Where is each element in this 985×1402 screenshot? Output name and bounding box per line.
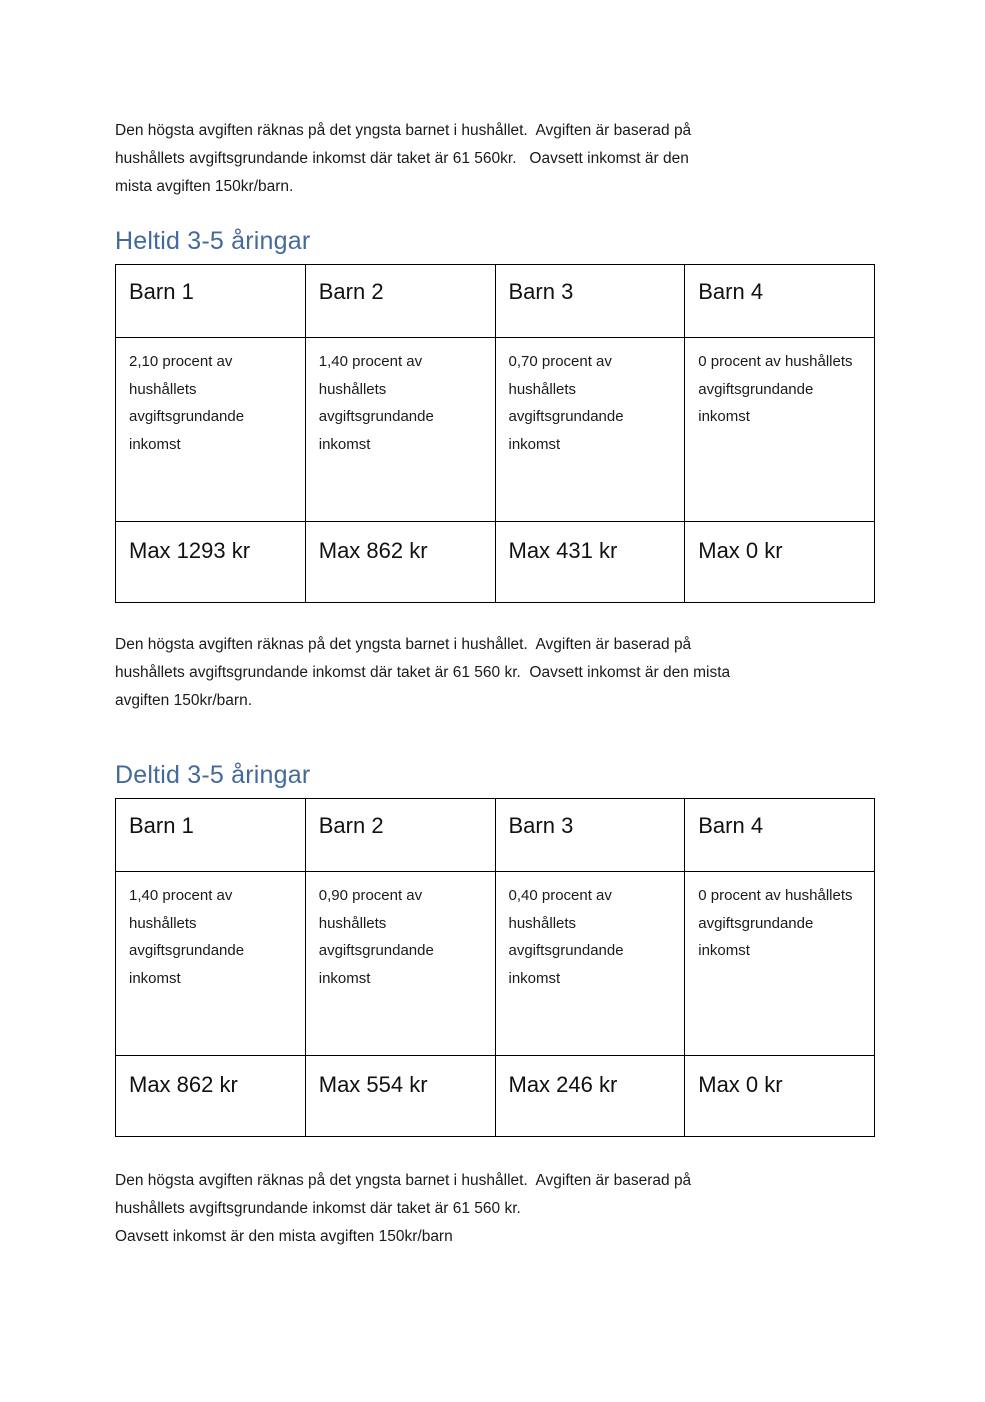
fee-table-heltid xyxy=(115,264,875,603)
max-cell-barn4: Max 0 kr xyxy=(685,522,875,603)
max-cell-barn3: Max 246 kr xyxy=(495,1056,685,1137)
max-cell-barn3: Max 431 kr xyxy=(495,522,685,603)
header-cell-barn2: Barn 2 xyxy=(305,799,495,872)
percent-cell-barn2: 1,40 procent av hushållets avgiftsgrundande inkomst xyxy=(305,338,495,522)
header-cell-barn4: Barn 4 xyxy=(685,265,875,338)
percent-cell-barn3: 0,70 procent av hushållets avgiftsgrundande inkomst xyxy=(495,338,685,522)
heading-heltid: Heltid 3-5 åringar xyxy=(115,227,311,255)
paragraph-line: Den högsta avgiften räknas på det yngsta barnet i hushållet. Avgiften är baserad på xyxy=(115,1172,692,1189)
table-percent-row xyxy=(116,872,875,1056)
heading-deltid: Deltid 3-5 åringar xyxy=(115,761,311,789)
header-cell-barn3: Barn 3 xyxy=(495,799,685,872)
table-max-row xyxy=(116,522,875,603)
header-cell-barn1: Barn 1 xyxy=(116,799,306,872)
percent-cell-barn1: 2,10 procent av hushållets avgiftsgrundande inkomst xyxy=(116,338,306,522)
max-cell-barn2: Max 554 kr xyxy=(305,1056,495,1137)
max-cell-barn2: Max 862 kr xyxy=(305,522,495,603)
closing-paragraph xyxy=(115,1167,877,1251)
paragraph-line: mista avgiften 150kr/barn. xyxy=(115,178,294,195)
table-header-row xyxy=(116,265,875,338)
paragraph-line: Oavsett inkomst är den mista avgiften 150kr/barn xyxy=(115,1228,453,1245)
max-cell-barn1: Max 1293 kr xyxy=(116,522,306,603)
middle-paragraph xyxy=(115,631,877,715)
fee-table-deltid xyxy=(115,798,875,1137)
intro-paragraph xyxy=(115,117,877,201)
percent-cell-barn4: 0 procent av hushållets avgiftsgrundande inkomst xyxy=(685,872,875,1056)
paragraph-line: avgiften 150kr/barn. xyxy=(115,692,253,709)
header-cell-barn3: Barn 3 xyxy=(495,265,685,338)
paragraph-line: hushållets avgiftsgrundande inkomst där taket är 61 560 kr. xyxy=(115,1200,521,1217)
table-percent-row xyxy=(116,338,875,522)
max-cell-barn4: Max 0 kr xyxy=(685,1056,875,1137)
max-cell-barn1: Max 862 kr xyxy=(116,1056,306,1137)
percent-cell-barn3: 0,40 procent av hushållets avgiftsgrundande inkomst xyxy=(495,872,685,1056)
percent-cell-barn4: 0 procent av hushållets avgiftsgrundande inkomst xyxy=(685,338,875,522)
table-max-row xyxy=(116,1056,875,1137)
paragraph-line: hushållets avgiftsgrundande inkomst där taket är 61 560kr. Oavsett inkomst är den xyxy=(115,150,689,167)
paragraph-line: Den högsta avgiften räknas på det yngsta barnet i hushållet. Avgiften är baserad på xyxy=(115,636,692,653)
percent-cell-barn1: 1,40 procent av hushållets avgiftsgrundande inkomst xyxy=(116,872,306,1056)
header-cell-barn4: Barn 4 xyxy=(685,799,875,872)
percent-cell-barn2: 0,90 procent av hushållets avgiftsgrundande inkomst xyxy=(305,872,495,1056)
header-cell-barn1: Barn 1 xyxy=(116,265,306,338)
paragraph-line: Den högsta avgiften räknas på det yngsta barnet i hushållet. Avgiften är baserad på xyxy=(115,122,692,139)
header-cell-barn2: Barn 2 xyxy=(305,265,495,338)
paragraph-line: hushållets avgiftsgrundande inkomst där taket är 61 560 kr. Oavsett inkomst är den mista xyxy=(115,664,731,681)
table-header-row xyxy=(116,799,875,872)
